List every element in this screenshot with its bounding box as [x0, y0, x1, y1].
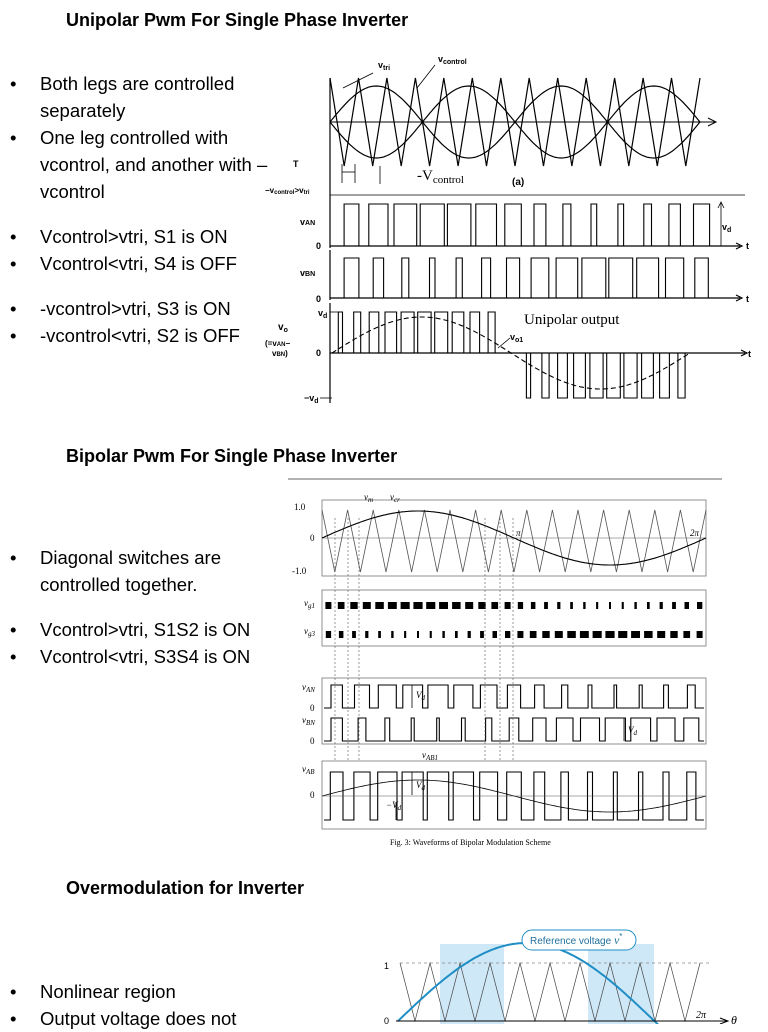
theta-label: θ — [731, 1013, 737, 1024]
vg3-pulse — [555, 631, 563, 638]
vg1-label: $v_{g1}$ — [304, 598, 315, 610]
zero-label: 0 — [310, 703, 315, 713]
two-pi-label: 2π — [696, 1010, 707, 1021]
vg3-pulse — [530, 631, 537, 638]
vd-label: $V_d$ — [416, 690, 425, 702]
bullet-list-unipolar — [10, 70, 272, 349]
vg3-pulse — [352, 631, 356, 638]
vg3-pulse — [365, 631, 368, 638]
y-bottom-label: -1.0 — [292, 566, 307, 576]
vg1-pulse — [557, 602, 560, 609]
y-zero-label: 0 — [384, 1016, 390, 1024]
vg3-pulse — [683, 631, 690, 638]
t-axis-label: t — [748, 349, 751, 359]
neg-vd-label: $-v_d$ — [304, 393, 319, 405]
vg3-pulse — [517, 631, 523, 638]
vg3-pulse — [468, 631, 471, 638]
figure-caption: Fig. 3: Waveforms of Bipolar Modulation Scheme — [390, 838, 551, 847]
gate-signal-trains — [325, 602, 702, 638]
vg1-pulse — [478, 602, 485, 609]
vg1-pulse — [544, 602, 548, 609]
cond-label: −vcontrol>vtri — [265, 186, 310, 196]
vg1-pulse — [531, 602, 536, 609]
bullet-item: • Output voltage does not — [10, 1005, 272, 1032]
vg1-pulse — [505, 602, 511, 609]
vg1-pulse — [491, 602, 498, 609]
vg1-pulse — [452, 602, 461, 609]
reference-voltage-label: Reference voltage v* — [530, 932, 623, 947]
vg1-pulse — [350, 602, 357, 609]
section-title-overmodulation: Overmodulation for Inverter — [66, 878, 305, 898]
vg3-label: $v_{g3}$ — [304, 626, 315, 638]
vo-label: $v_o$ — [278, 322, 288, 334]
bipolar-vd-arrows — [396, 685, 624, 820]
vg1-pulse — [375, 602, 384, 609]
vab1-label: $v_{AB1}$ — [422, 750, 439, 762]
vg3-pulse — [618, 631, 627, 638]
y-top-label: 1.0 — [294, 502, 306, 512]
vbn-pulses — [338, 258, 715, 298]
vg3-pulse — [567, 631, 576, 638]
vbn-pulses — [324, 718, 704, 741]
vg1-pulse — [647, 602, 650, 609]
vg3-pulse — [404, 631, 406, 638]
triangle-wave — [322, 510, 706, 572]
vg3-pulse — [505, 631, 510, 638]
bullet-item: • Both legs are controlled separately — [10, 70, 272, 124]
panel-a-label: (a) — [512, 177, 525, 188]
vg3-pulse — [339, 631, 344, 638]
van-label: vAN — [300, 217, 316, 227]
y-one-label: 1 — [384, 961, 390, 971]
triangle-carrier-wave — [330, 78, 716, 166]
bipolar-dashed-guides — [335, 518, 513, 761]
vbn-label: $v_{BN}$ — [302, 715, 315, 727]
vo-negative-pulses — [520, 353, 690, 398]
vo-positive-pulses — [332, 312, 500, 353]
vab-label: $v_{AB}$ — [302, 764, 315, 776]
vg1-pulse — [439, 602, 448, 609]
vg3-pulse — [480, 631, 484, 638]
two-pi-label: 2π — [690, 528, 700, 538]
vg3-pulse — [657, 631, 665, 638]
vcontrol-label: $v_{control}$ — [438, 54, 467, 66]
vg1-pulse — [622, 602, 624, 609]
vm-label: $v_m$ — [364, 492, 374, 504]
vg3-pulse — [430, 631, 432, 638]
vg3-pulse — [580, 631, 589, 638]
vg1-pulse — [697, 602, 702, 609]
vg1-pulse — [363, 602, 371, 609]
van-label: $v_{AN}$ — [302, 682, 315, 694]
van-pulse-train — [338, 204, 715, 246]
zero-label: 0 — [316, 241, 322, 251]
vg1-pulse — [660, 602, 663, 609]
bipolar-waveform-figure — [288, 478, 724, 852]
y-zero-label: 0 — [310, 533, 315, 543]
unipolar-output-label: Unipolar output — [524, 312, 620, 328]
vg1-pulse — [583, 602, 585, 609]
vg3-pulse — [326, 631, 331, 638]
vg1-pulse — [518, 602, 523, 609]
vo-definition-line2: vBN) — [272, 349, 288, 358]
vcr-label: $v_{cr}$ — [390, 492, 400, 504]
zero-label: 0 — [310, 736, 315, 746]
vg1-pulse — [634, 602, 636, 609]
bipolar-panel-frames — [322, 500, 706, 829]
vg3-pulse — [644, 631, 653, 638]
vg1-pulse — [426, 602, 435, 609]
bullet-item: • Vcontrol>vtri, S1S2 is ON — [10, 616, 272, 643]
vg1-pulse — [388, 602, 397, 609]
vg3-pulse — [455, 631, 458, 638]
vbn-label: vBN — [300, 268, 316, 278]
vg1-pulse — [570, 602, 573, 609]
vg3-pulse — [391, 631, 393, 638]
vo1-label: $v_{o1}$ — [510, 332, 524, 344]
van-pulses — [338, 204, 715, 246]
vg1-pulse — [465, 602, 473, 609]
t-axis-label: t — [746, 241, 749, 251]
saturation-region — [440, 944, 504, 1024]
vg1-pulse — [413, 602, 422, 609]
vg1-pulse — [338, 602, 345, 609]
ton-label: T — [293, 159, 299, 169]
vg3-pulse — [670, 631, 677, 638]
vg3-pulse — [631, 631, 640, 638]
vd-label: $V_d$ — [416, 780, 425, 792]
bullet-item: • -vcontrol>vtri, S3 is ON — [10, 295, 272, 322]
bullet-item: • Vcontrol<vtri, S4 is OFF — [10, 250, 272, 277]
vg3-pulse — [605, 631, 614, 638]
vd-label: $V_d$ — [628, 725, 637, 737]
vg1-pulse — [672, 602, 676, 609]
vg3-pulse — [417, 631, 419, 638]
neg-vcontrol-label: $-V_{control}$ — [417, 168, 464, 186]
bullet-item: • -vcontrol<vtri, S2 is OFF — [10, 322, 272, 349]
bullet-item: • One leg controlled with vcontrol, and another with –vcontrol — [10, 124, 272, 205]
bullet-item: • Diagonal switches are controlled together. — [10, 544, 272, 598]
zero-label: 0 — [310, 790, 315, 800]
overmodulation-labels — [384, 930, 737, 1024]
overmodulation-figure — [370, 924, 762, 1024]
t-axis-label: t — [746, 294, 749, 304]
vg3-pulse — [593, 631, 602, 638]
bullet-list-bipolar — [10, 544, 272, 670]
vg3-pulse — [697, 631, 703, 638]
vg1-pulse — [401, 602, 410, 609]
bullet-item: • Vcontrol<vtri, S3S4 is ON — [10, 643, 272, 670]
bipolar-vab-pulses — [322, 772, 706, 820]
pi-label: π — [516, 528, 521, 538]
zero-label: 0 — [316, 294, 322, 304]
vg1-pulse — [609, 602, 611, 609]
bipolar-van-pulses — [324, 685, 704, 741]
section-title-unipolar: Unipolar Pwm For Single Phase Inverter — [66, 10, 409, 30]
neg-vd-label: $-V_d$ — [386, 800, 402, 812]
zero-label: 0 — [316, 348, 322, 358]
unipolar-waveform-figure — [260, 48, 760, 408]
vg3-pulse — [542, 631, 549, 638]
vbn-pulse-train — [338, 258, 715, 298]
vo-definition-label: (=vAN− — [265, 339, 291, 348]
vg1-pulse — [325, 602, 331, 609]
vg3-pulse — [378, 631, 381, 638]
bullet-item: • Nonlinear region — [10, 978, 272, 1005]
van-pulses — [324, 685, 704, 708]
unipolar-output-pulses — [332, 312, 690, 398]
vd-label: $v_d$ — [722, 222, 732, 234]
vd-top-label: $v_d$ — [318, 308, 328, 320]
vg1-pulse — [685, 602, 690, 609]
vg3-pulse — [493, 631, 498, 638]
bipolar-triangle-carrier — [322, 510, 706, 572]
bullet-item: • Vcontrol>vtri, S1 is ON — [10, 223, 272, 250]
vg3-pulse — [442, 631, 444, 638]
section-title-bipolar: Bipolar Pwm For Single Phase Inverter — [66, 446, 398, 466]
vtri-label: $v_{tri}$ — [378, 60, 391, 72]
vg1-pulse — [596, 602, 598, 609]
